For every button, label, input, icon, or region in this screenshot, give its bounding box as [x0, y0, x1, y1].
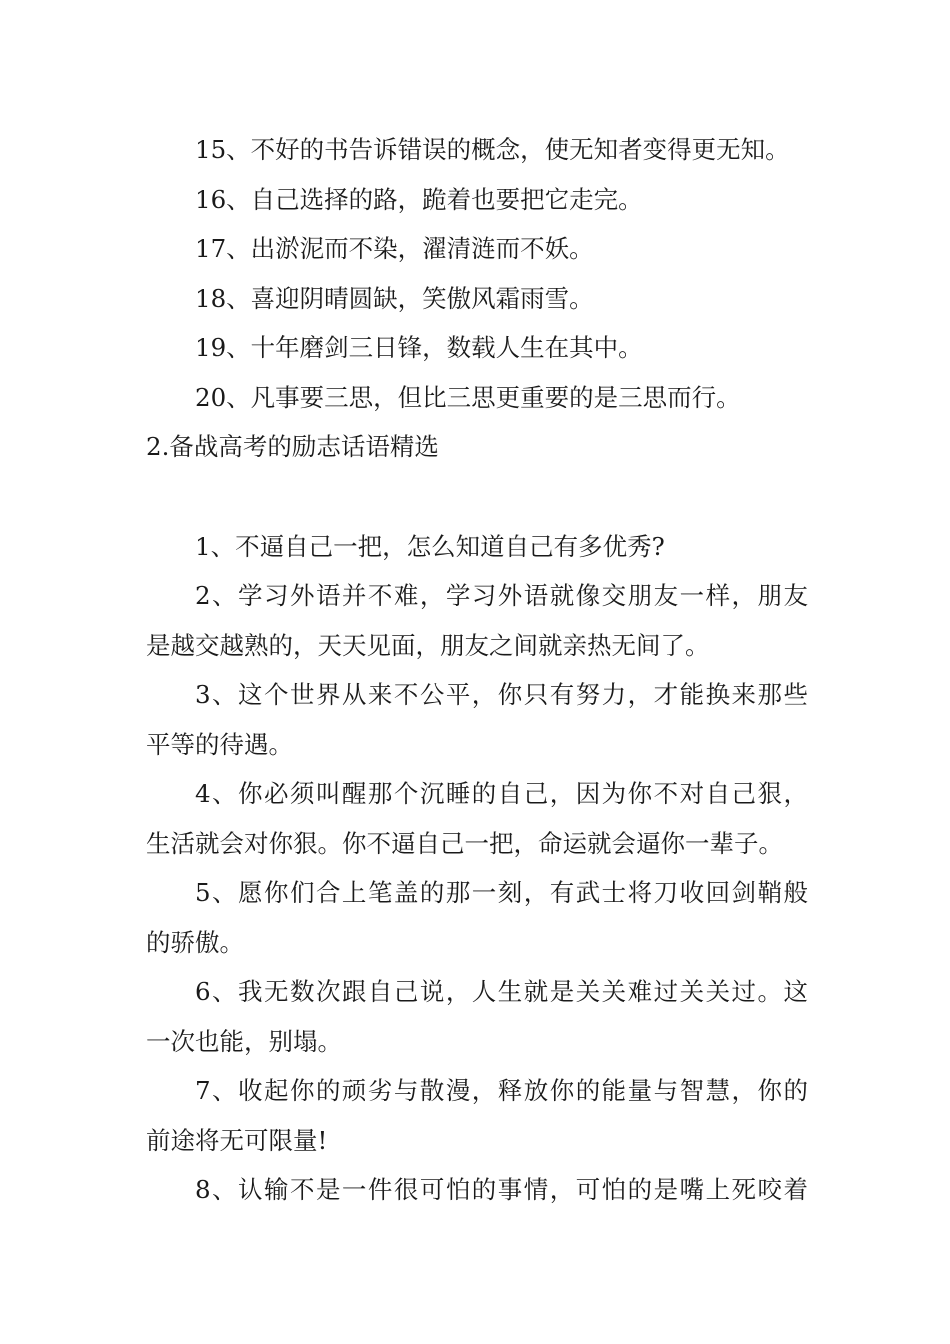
quote-4-line-2: 生活就会对你狠。你不逼自己一把，命运就会逼你一辈子。: [146, 828, 783, 858]
quote-7-line-1: 7、收起你的顽劣与散漫，释放你的能量与智慧，你的: [195, 1076, 808, 1105]
quote-7-line-2: 前途将无可限量!: [146, 1125, 328, 1155]
quote-5-line-2: 的骄傲。: [146, 927, 244, 957]
quote-3-line-1: 3、这个世界从来不公平，你只有努力，才能换来那些: [195, 680, 808, 709]
quote-2-line-1: 2、学习外语并不难，学习外语就像交朋友一样，朋友: [195, 581, 808, 610]
quote-8-line-1: 8、认输不是一件很可怕的事情，可怕的是嘴上死咬着: [195, 1175, 808, 1204]
list-item-20: 20、凡事要三思，但比三思更重要的是三思而行。: [195, 382, 741, 412]
list-item-15: 15、不好的书告诉错误的概念，使无知者变得更无知。: [195, 135, 790, 164]
quote-6-line-2: 一次也能，别塌。: [146, 1026, 342, 1056]
section-heading: 2.备战高考的励志话语精选: [146, 432, 439, 461]
quote-2-line-2: 是越交越熟的，天天见面，朋友之间就亲热无间了。: [146, 630, 710, 660]
blank-line: [146, 472, 808, 522]
list-item-18: 18、喜迎阴晴圆缺，笑傲风霜雨雪。: [195, 283, 594, 313]
quote-3-line-2: 平等的待遇。: [146, 729, 293, 759]
list-item-17: 17、出淤泥而不染，濯清涟而不妖。: [195, 234, 594, 263]
quote-4-line-1: 4、你必须叫醒那个沉睡的自己，因为你不对自己狠，: [195, 779, 808, 808]
list-item-19: 19、十年磨剑三日锋，数载人生在其中。: [195, 333, 643, 362]
quote-6-line-1: 6、我无数次跟自己说，人生就是关关难过关关过。这: [195, 977, 808, 1006]
quote-1: 1、不逼自己一把，怎么知道自己有多优秀?: [195, 531, 665, 561]
list-item-16: 16、自己选择的路，跪着也要把它走完。: [195, 184, 643, 214]
quote-5-line-1: 5、愿你们合上笔盖的那一刻，有武士将刀收回剑鞘般: [195, 878, 808, 907]
document-page: [146, 125, 808, 1215]
